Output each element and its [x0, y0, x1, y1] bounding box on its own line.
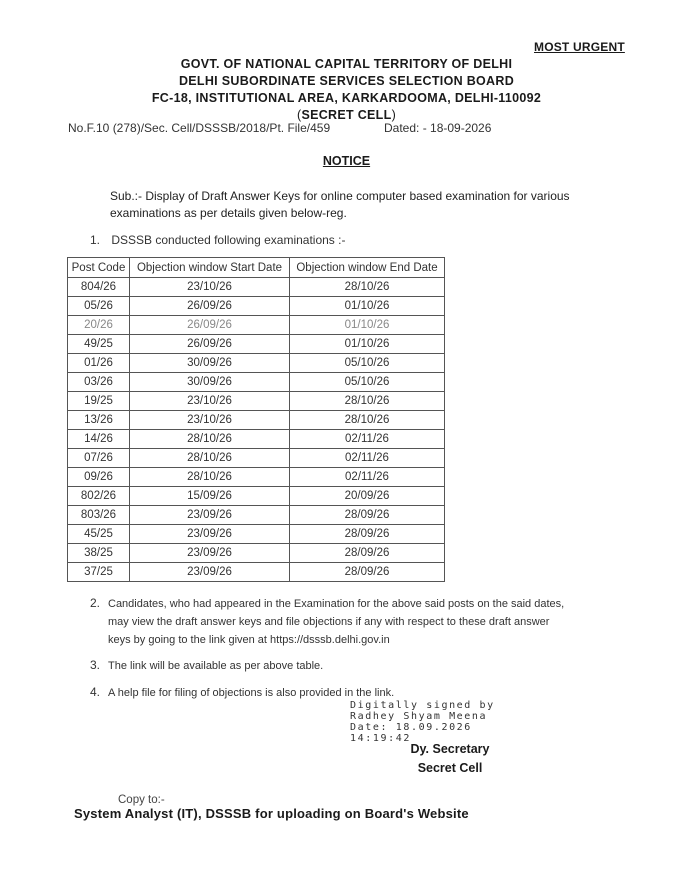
end-date-cell: 02/11/26: [290, 430, 445, 449]
end-date-cell: 01/10/26: [290, 297, 445, 316]
start-date-cell: 28/10/26: [130, 449, 290, 468]
post-code-cell: 45/25: [68, 525, 130, 544]
end-date-cell: 28/10/26: [290, 278, 445, 297]
header-start-date: Objection window Start Date: [130, 258, 290, 278]
point-4-text: A help file for filing of objections is also provided in the link.: [108, 687, 395, 699]
start-date-cell: 26/09/26: [130, 297, 290, 316]
table-row: [68, 373, 445, 392]
post-code-cell: 07/26: [68, 449, 130, 468]
start-date-cell: 23/10/26: [130, 411, 290, 430]
point-2-line-1: Candidates, who had appeared in the Examination for the above said posts on the said dates,: [108, 598, 565, 610]
start-date-cell: 28/10/26: [130, 468, 290, 487]
header-end-date: Objection window End Date: [290, 258, 445, 278]
table-row: [68, 392, 445, 411]
post-code-cell: 09/26: [68, 468, 130, 487]
end-date-cell: 20/09/26: [290, 487, 445, 506]
start-date-cell: 23/09/26: [130, 525, 290, 544]
point-2-number: 2.: [90, 596, 101, 610]
post-code-cell: 14/26: [68, 430, 130, 449]
end-date-cell: 28/09/26: [290, 525, 445, 544]
post-code-cell: 38/25: [68, 544, 130, 563]
examinations-table: [67, 257, 445, 582]
end-date-cell: 01/10/26: [290, 335, 445, 354]
notice-title: NOTICE: [322, 154, 371, 168]
point-4-number: 4.: [90, 685, 101, 699]
table-row: [68, 316, 445, 335]
table-row: [68, 544, 445, 563]
end-date-cell: 28/09/26: [290, 506, 445, 525]
start-date-cell: 23/10/26: [130, 278, 290, 297]
signature-line-2: Radhey Shyam Meena: [350, 711, 488, 722]
post-code-cell: 802/26: [68, 487, 130, 506]
start-date-cell: 15/09/26: [130, 487, 290, 506]
urgency-label: MOST URGENT: [534, 40, 625, 54]
end-date-cell: 28/09/26: [290, 563, 445, 582]
end-date-cell: 28/09/26: [290, 544, 445, 563]
table-row: [68, 487, 445, 506]
designation-cell: Secret Cell: [417, 761, 483, 775]
end-date-cell: 05/10/26: [290, 354, 445, 373]
board-address: FC-18, INSTITUTIONAL AREA, KARKARDOOMA, DELHI-110092: [151, 91, 542, 105]
end-date-cell: 02/11/26: [290, 468, 445, 487]
post-code-cell: 49/25: [68, 335, 130, 354]
start-date-cell: 26/09/26: [130, 316, 290, 335]
table-header-row: [68, 258, 445, 278]
start-date-cell: 23/09/26: [130, 544, 290, 563]
point-1: [90, 233, 345, 247]
signature-line-3: Date: 18.09.2026: [350, 722, 472, 733]
table-row: [68, 297, 445, 316]
point-1-number: 1.: [90, 233, 101, 247]
table-row: [68, 525, 445, 544]
notice-date: Dated: - 18-09-2026: [384, 121, 492, 135]
point-1-text: DSSSB conducted following examinations :-: [111, 233, 346, 247]
post-code-cell: 804/26: [68, 278, 130, 297]
digital-signature: [350, 700, 495, 744]
copy-to-label: Copy to:-: [118, 794, 165, 806]
cell-name: (SECRET CELL): [296, 108, 397, 122]
post-code-cell: 37/25: [68, 563, 130, 582]
start-date-cell: 30/09/26: [130, 373, 290, 392]
point-3-number: 3.: [90, 658, 101, 672]
post-code-cell: 19/25: [68, 392, 130, 411]
start-date-cell: 26/09/26: [130, 335, 290, 354]
post-code-cell: 13/26: [68, 411, 130, 430]
start-date-cell: 28/10/26: [130, 430, 290, 449]
end-date-cell: 28/10/26: [290, 411, 445, 430]
post-code-cell: 03/26: [68, 373, 130, 392]
point-3-text: The link will be available as per above table.: [108, 660, 324, 672]
copy-recipient: System Analyst (IT), DSSSB for uploading on Board's Website: [74, 806, 469, 821]
point-2: [90, 594, 635, 649]
post-code-cell: 01/26: [68, 354, 130, 373]
subject-line: Sub.:- Display of Draft Answer Keys for online computer based examination for various examinations as per details given below-reg.: [110, 189, 570, 220]
start-date-cell: 23/10/26: [130, 392, 290, 411]
start-date-cell: 30/09/26: [130, 354, 290, 373]
table-row: [68, 563, 445, 582]
table-row: [68, 411, 445, 430]
end-date-cell: 02/11/26: [290, 449, 445, 468]
end-date-cell: 05/10/26: [290, 373, 445, 392]
start-date-cell: 23/09/26: [130, 506, 290, 525]
header-post-code: Post Code: [68, 258, 130, 278]
end-date-cell: 01/10/26: [290, 316, 445, 335]
table-row: [68, 354, 445, 373]
table-row: [68, 278, 445, 297]
start-date-cell: 23/09/26: [130, 563, 290, 582]
designation-title: Dy. Secretary: [410, 742, 490, 756]
point-2-line-3: keys by going to the link given at https://dsssb.delhi.gov.in: [108, 634, 390, 646]
post-code-cell: 803/26: [68, 506, 130, 525]
signatory-designation: [405, 740, 495, 778]
table-row: [68, 506, 445, 525]
post-code-cell: 05/26: [68, 297, 130, 316]
file-number: No.F.10 (278)/Sec. Cell/DSSSB/2018/Pt. File/459: [68, 121, 331, 135]
table-row: [68, 430, 445, 449]
table-row: [68, 335, 445, 354]
point-3: [90, 656, 635, 675]
cell-name-text: SECRET CELL: [301, 108, 392, 122]
end-date-cell: 28/10/26: [290, 392, 445, 411]
point-2-line-2: may view the draft answer keys and file objections if any with respect to these draft answer: [108, 616, 550, 628]
signature-line-1: Digitally signed by: [350, 700, 495, 711]
table-row: [68, 468, 445, 487]
table-row: [68, 449, 445, 468]
board-title: DELHI SUBORDINATE SERVICES SELECTION BOARD: [178, 74, 515, 88]
signature-line-4: 14:19:42: [350, 733, 411, 744]
post-code-cell: 20/26: [68, 316, 130, 335]
govt-title: GOVT. OF NATIONAL CAPITAL TERRITORY OF DELHI: [180, 57, 513, 71]
